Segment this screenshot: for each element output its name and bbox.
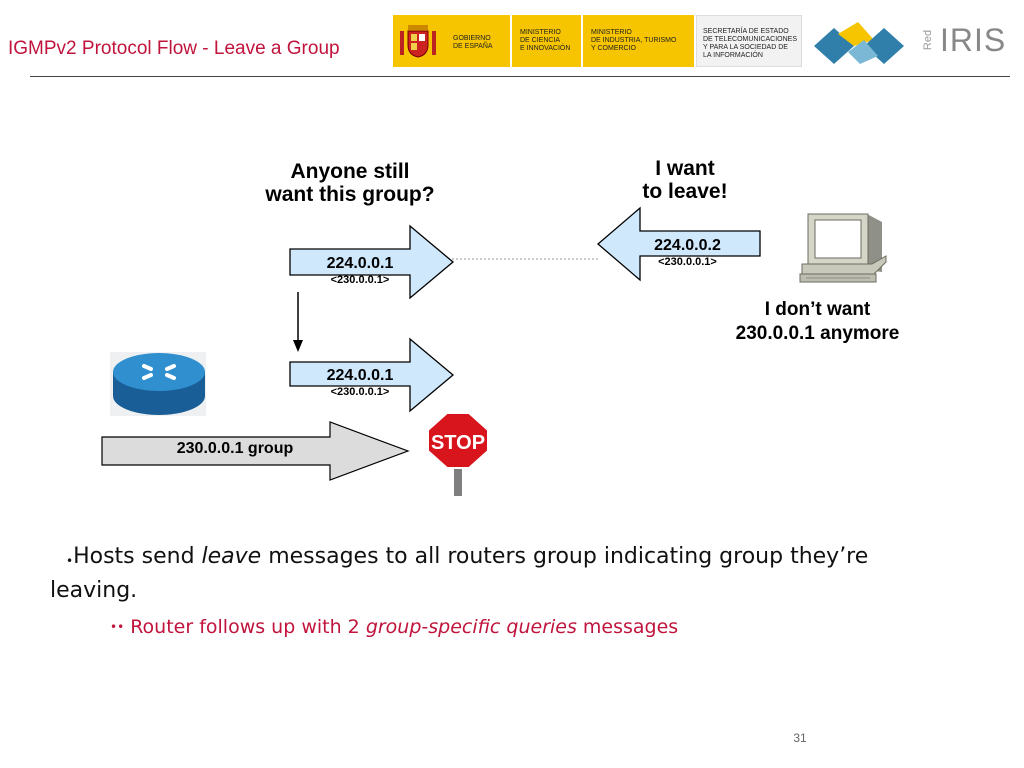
ciencia-line-1: MINISTERIO [520,29,561,36]
secretaria-line-1: SECRETARÍA DE ESTADO [703,28,789,35]
group-flow-label: 230.0.0.1 group [176,440,294,457]
router-icon [110,352,206,416]
down-arrow-head [293,340,303,352]
industria-line-2: DE INDUSTRIA, TURISMO [591,37,677,44]
page-number: 31 [793,731,807,745]
gobierno-line-1: GOBIERNO [453,35,491,42]
bullet-main-text-1: Hosts send [73,544,202,569]
host-note-caption [710,298,925,346]
ciencia-line-2: DE CIENCIA [520,37,561,44]
rediris-iris-label: IRIS [940,22,1007,58]
host-exclaim-line-1: I want [655,157,715,180]
industria-line-3: Y COMERCIO [591,45,636,52]
leave-arrow-label [620,236,755,269]
bullet-main [50,540,950,608]
industria-line-1: MINISTERIO [591,29,632,36]
router-question-line-2: want this group? [265,183,435,206]
bullet-sub-text-2: messages [576,616,679,638]
computer-icon [800,214,886,282]
query-2-group: <230.0.0.1> [330,386,390,398]
ciencia-line-3: E INNOVACIÓN [520,45,571,52]
stop-sign-icon [428,413,488,496]
query-1-group: <230.0.0.1> [330,274,390,286]
query-arrow-2-label [295,366,425,399]
sub-bullet-dot: •• [110,620,125,634]
gobierno-line-2: DE ESPAÑA [453,43,493,50]
bullet-main-italic: leave [201,544,262,569]
query-1-dest: 224.0.0.1 [326,255,394,272]
query-2-dest: 224.0.0.1 [326,367,394,384]
stop-sign-text: STOP [430,432,486,454]
secretaria-line-2: DE TELECOMUNICACIONES [703,36,797,43]
bullet-sub-text-1: Router follows up with 2 [130,616,366,638]
host-note-line-1: I don’t want [764,299,871,320]
leave-group: <230.0.0.1> [658,256,717,268]
rediris-red-label: Red [922,29,935,51]
bullet-sub [110,616,678,638]
secretaria-line-3: Y PARA LA SOCIEDAD DE [703,44,788,51]
secretaria-line-4: LA INFORMACIÓN [703,52,763,59]
router-question-line-1: Anyone still [290,160,410,183]
host-exclaim-line-2: to leave! [642,180,728,203]
leave-dest: 224.0.0.2 [654,237,721,254]
slide-title: IGMPv2 Protocol Flow - Leave a Group [8,38,340,59]
bullet-main-text-2: messages to all routers group indicating group they’re leaving. [50,544,869,603]
query-arrow-1-label [295,254,425,287]
bullet-dot: • [66,554,74,568]
host-note-line-2: 230.0.0.1 anymore [735,323,900,344]
bullet-sub-italic: group-specific queries [365,616,577,638]
